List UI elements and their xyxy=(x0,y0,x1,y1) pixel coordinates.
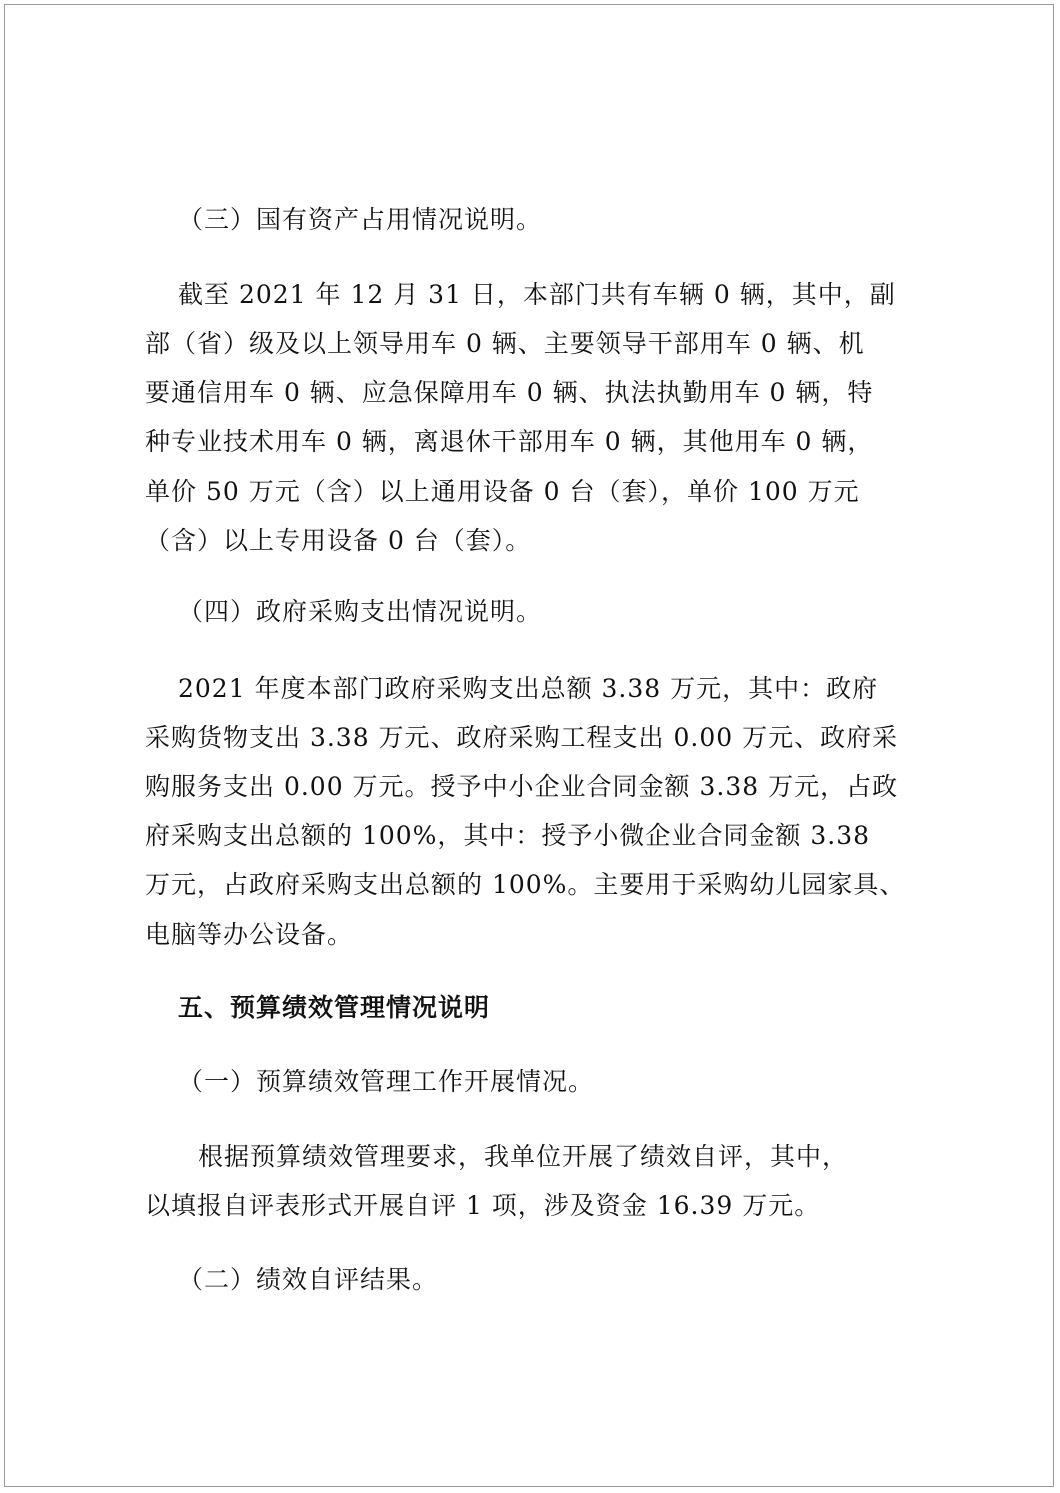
part-5-sub-1-paragraph-line: 根据预算绩效管理要求，我单位开展了绩效自评，其中， xyxy=(198,1142,849,1171)
part-5-heading: 五、预算绩效管理情况说明 xyxy=(178,993,491,1022)
section-4-heading: （四）政府采购支出情况说明。 xyxy=(178,597,543,626)
section-3-paragraph-line: 种专业技术用车 0 辆，离退休干部用车 0 辆，其他用车 0 辆， xyxy=(145,427,874,456)
section-4-paragraph-line: 2021 年度本部门政府采购支出总额 3.38 万元，其中：政府 xyxy=(178,674,879,703)
section-3-paragraph-line: 要通信用车 0 辆、应急保障用车 0 辆、执法执勤用车 0 辆，特 xyxy=(145,378,874,407)
section-3-paragraph-line: 截至 2021 年 12 月 31 日，本部门共有车辆 0 辆，其中，副 xyxy=(178,280,896,309)
part-5-sub-2-heading: （二）绩效自评结果。 xyxy=(178,1265,439,1294)
section-3-paragraph-line: 部（省）级及以上领导用车 0 辆、主要领导干部用车 0 辆、机 xyxy=(145,329,865,358)
section-4-paragraph-line: 购服务支出 0.00 万元。授予中小企业合同金额 3.38 万元，占政 xyxy=(145,772,899,801)
part-5-sub-1-paragraph-line: 以填报自评表形式开展自评 1 项，涉及资金 16.39 万元。 xyxy=(145,1191,821,1220)
section-3-paragraph-line: 单价 50 万元（含）以上通用设备 0 台（套），单价 100 万元 xyxy=(145,477,860,506)
section-4-paragraph-line: 府采购支出总额的 100%，其中：授予小微企业合同金额 3.38 xyxy=(145,821,871,850)
section-4-paragraph-line: 万元，占政府采购支出总额的 100%。主要用于采购幼儿园家具、 xyxy=(145,870,906,899)
part-5-sub-1-heading: （一）预算绩效管理工作开展情况。 xyxy=(178,1067,595,1096)
section-4-paragraph-line: 采购货物支出 3.38 万元、政府采购工程支出 0.00 万元、政府采 xyxy=(145,723,899,752)
section-4-paragraph-line: 电脑等办公设备。 xyxy=(145,920,354,949)
section-3-heading: （三）国有资产占用情况说明。 xyxy=(178,205,543,234)
section-3-paragraph-line: （含）以上专用设备 0 台（套）。 xyxy=(145,526,532,555)
